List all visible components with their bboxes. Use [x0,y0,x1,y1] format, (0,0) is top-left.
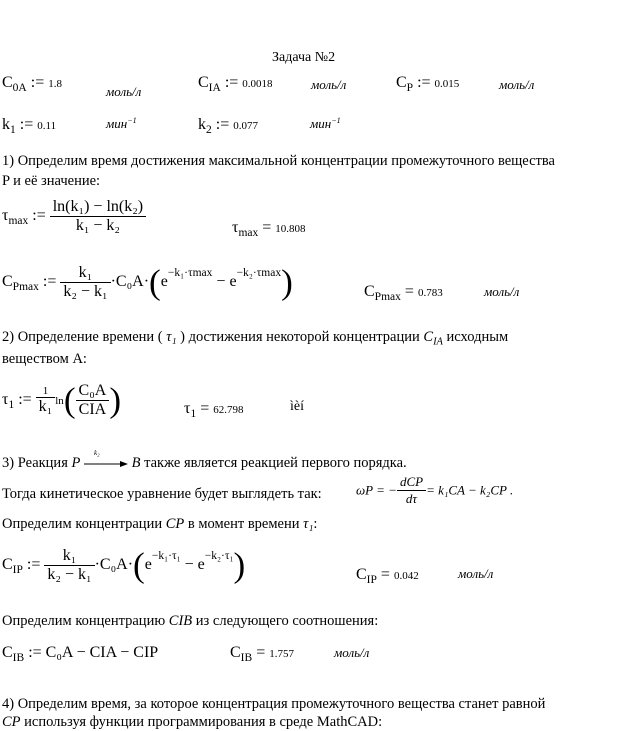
cpmax-unit: моль/л [484,284,520,299]
cia-value: 0.0018 [242,78,273,90]
cip-result: $C_{IP} = 0.042$ [356,566,419,587]
right-arrow-icon [84,459,128,469]
k2-unit: мин$^{-1}$ [310,116,341,131]
k2-definition: $k_2$ := 0.077 [198,116,258,137]
k1-unit: мин$^{-1}$ [106,116,137,131]
c0a-definition: $C_{0A}$ := 1.8 [2,74,62,95]
cib-formula: $C_{IB}$ := C₀A − CIA − CIP [2,644,159,665]
c0a-value: 1.8 [48,78,62,90]
section2-text-line1: 2) Определение времени ( τ₁ ) достижения некоторой концентрации $C_{IA}$ исходным [2,329,509,348]
kinetic-equation: ωP = − $\frac{\text{dCP}}{d\tau}$ = k₁CA − k₂CP . [356,474,514,506]
section3-text-line4: Определим концентрацию CIB из следующего соотношения: [2,613,379,629]
k1-value: 0.11 [37,120,57,132]
cia-unit: моль/л [311,77,347,92]
cp-definition: $C_P$ := 0.015 [396,74,460,95]
cpmax-result: $C_{Pmax} = 0.783$ [364,283,443,304]
section1-text-line1: 1) Определим время достижения максимальной концентрации промежуточного вещества [2,153,555,169]
tau-max-formula: $\tau_{max}$ := $\frac{\text{ln(k₁) − ln(k₂)}}{\text{k₁ − k₂}}$ [2,198,146,235]
tau-max-result: $\tau_{max} = 10.808$ [232,219,306,240]
cib-unit: моль/л [334,645,370,660]
cip-unit: моль/л [458,566,494,581]
c0a-unit: моль/л [106,84,142,99]
section4-text-line1: 4) Определим время, за которое концентрация промежуточного вещества станет равной [2,696,546,712]
tau1-result: $\tau_1 = 62.798$ [184,400,244,421]
section3-text-line3: Определим концентрации CP в момент времени τ₁: [2,516,318,532]
k2-value: 0.077 [233,120,258,132]
page-title: Задача №2 [272,50,336,65]
tau1-unit: ìèí [290,399,304,414]
cp-value: 0.015 [434,78,460,90]
reaction-arrow: k₂ [84,457,128,467]
section2-text-line2: веществом А: [2,351,87,367]
cia-definition: $C_{IA}$ := 0.0018 [198,74,273,95]
cp-unit: моль/л [499,77,535,92]
k1-definition: $k_1$ := 0.11 [2,116,57,137]
tau1-formula: $\tau_1$ := $\frac{1}{\text{k₁}}$ ln( $\frac{\text{C₀A}}{\text{CIA}}$ ) [2,380,122,420]
cpmax-formula: $C_{Pmax}$ := $\frac{\text{k₁}}{\text{k₂ − k₁}}$ ·C₀A·(e−k₁·τmax − e−k₂·τmax) [2,262,293,302]
tau-max-fraction: $\frac{\text{ln(k₁) − ln(k₂)}}{\text{k₁ − k₂}}$ [50,198,146,235]
section1-text-line2: P и её значение: [2,173,101,189]
cip-formula: $C_{IP}$ := $\frac{\text{k₁}}{\text{k₂ − k₁}}$ ·C₀A·(e−k₁·τ₁ − e−k₂·τ₁) [2,545,246,585]
section3-text-line1: 3) Реакция P k₂ B также является реакцией первого порядка. [2,449,407,471]
section4-text-line2: CP используя функции программирования в среде MathCAD: [2,714,383,730]
section3-text-line2: Тогда кинетическое уравнение будет выглядеть так: [2,486,322,502]
cib-result: $C_{IB} = 1.757$ [230,644,294,665]
